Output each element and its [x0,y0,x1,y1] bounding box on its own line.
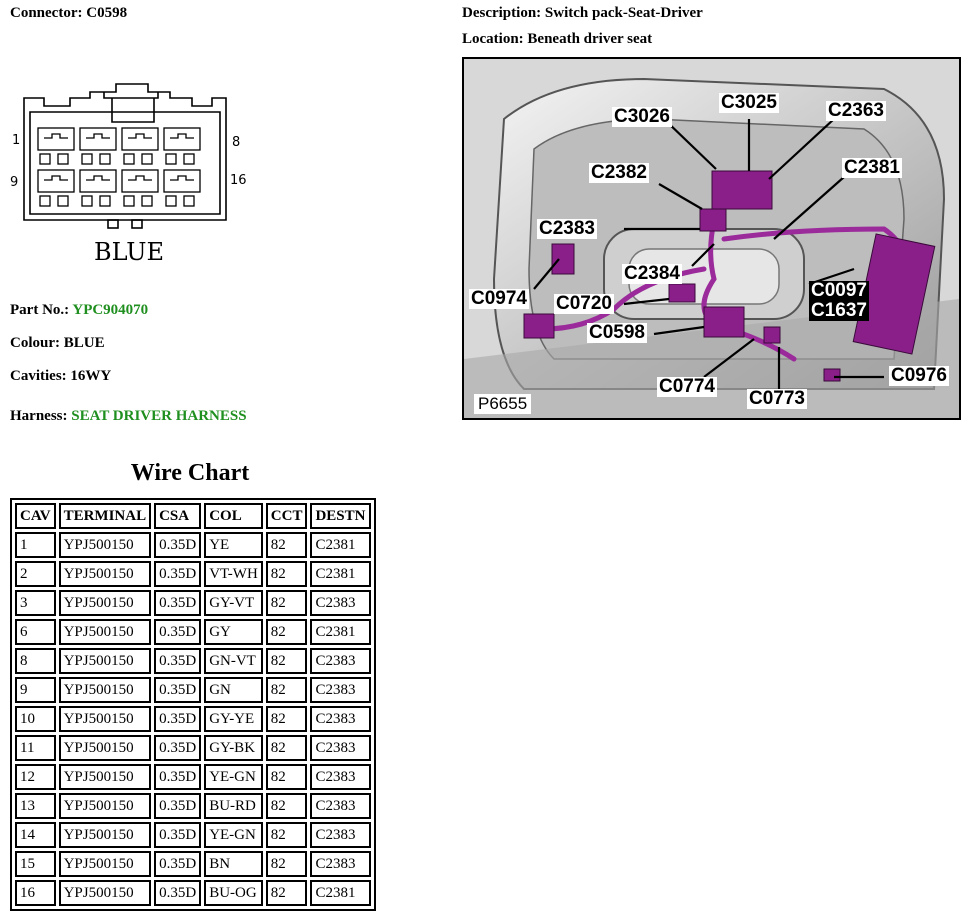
cell-cct: 82 [266,822,308,848]
table-row [15,822,371,848]
cell-cct: 82 [266,851,308,877]
table-row [15,764,371,790]
cell-terminal: YPJ500150 [59,706,152,732]
callout-c0598: C0598 [589,322,645,343]
connector-face-diagram [8,78,248,268]
table-row [15,677,371,703]
table-row [15,619,371,645]
cell-cct: 82 [266,880,308,906]
callout-c0773: C0773 [749,388,805,409]
cell-csa: 0.35D [154,735,201,761]
cell-terminal: YPJ500150 [59,648,152,674]
cell-cav: 14 [15,822,56,848]
cavities-value: 16WY [70,368,112,384]
cell-col: YE-GN [204,822,263,848]
diagram-colour-label: BLUE [93,238,165,266]
col-header-csa: CSA [154,503,201,529]
cell-col: GY-YE [204,706,263,732]
cell-csa: 0.35D [154,590,201,616]
cell-terminal: YPJ500150 [59,561,152,587]
photo-id-label: P6655 [474,394,531,414]
cell-csa: 0.35D [154,880,201,906]
cavities-line: Cavities: 16WY [10,368,112,384]
cell-cav: 10 [15,706,56,732]
harness-link[interactable]: SEAT DRIVER HARNESS [71,408,247,424]
cell-terminal: YPJ500150 [59,880,152,906]
cell-terminal: YPJ500150 [59,619,152,645]
cell-col: BN [204,851,263,877]
description-value: Switch pack-Seat-Driver [544,5,703,21]
wire-chart-table [10,498,376,911]
callout-c3025: C3025 [721,92,777,113]
cell-csa: 0.35D [154,822,201,848]
cell-col: YE [204,532,263,558]
cell-cav: 11 [15,735,56,761]
cell-col: YE-GN [204,764,263,790]
table-row [15,880,371,906]
colour-line: Colour: BLUE [10,335,105,351]
cell-destn: C2383 [310,735,370,761]
cell-csa: 0.35D [154,561,201,587]
cell-cav: 1 [15,532,56,558]
table-row [15,851,371,877]
table-row [15,793,371,819]
col-header-cct: CCT [266,503,308,529]
cell-cct: 82 [266,735,308,761]
connector-id: C0598 [86,5,128,21]
cell-csa: 0.35D [154,851,201,877]
cell-destn: C2383 [310,706,370,732]
cell-destn: C2381 [310,619,370,645]
cell-col: GY-VT [204,590,263,616]
callout-c2384: C2384 [624,263,680,284]
cell-cct: 82 [266,764,308,790]
callout-c0720: C0720 [556,293,612,314]
callout-c0774: C0774 [659,376,715,397]
cell-cct: 82 [266,677,308,703]
cavity-row-top [38,128,200,164]
wire-chart-header-row [15,503,371,529]
cell-cct: 82 [266,793,308,819]
cell-col: VT-WH [204,561,263,587]
cell-csa: 0.35D [154,619,201,645]
harness-line: Harness: SEAT DRIVER HARNESS [10,408,247,424]
part-no-link[interactable]: YPC904070 [72,302,149,318]
callout-c3026: C3026 [614,106,670,127]
cell-terminal: YPJ500150 [59,764,152,790]
cell-cav: 13 [15,793,56,819]
pin-label-16: 16 [230,173,247,188]
col-header-destn: DESTN [310,503,370,529]
cell-terminal: YPJ500150 [59,590,152,616]
pin-label-8: 8 [232,135,241,150]
cell-csa: 0.35D [154,677,201,703]
callout-c2383: C2383 [539,218,595,239]
part-no-line: Part No.: YPC904070 [10,302,149,318]
cell-col: GN [204,677,263,703]
cell-csa: 0.35D [154,706,201,732]
cell-cct: 82 [266,619,308,645]
cell-destn: C2383 [310,677,370,703]
location-line: Location: Beneath driver seat [462,31,653,47]
pin-label-1: 1 [12,133,21,148]
cell-col: GY [204,619,263,645]
cell-cav: 16 [15,880,56,906]
col-header-col: COL [204,503,263,529]
wire-chart-title: Wire Chart [130,460,250,486]
cell-cav: 8 [15,648,56,674]
cell-col: BU-RD [204,793,263,819]
cell-destn: C2383 [310,648,370,674]
cell-cct: 82 [266,561,308,587]
table-row [15,590,371,616]
cell-cct: 82 [266,648,308,674]
cell-terminal: YPJ500150 [59,851,152,877]
cell-destn: C2383 [310,822,370,848]
col-header-cav: CAV [15,503,56,529]
callout-c0974: C0974 [471,288,527,309]
callout-c2381: C2381 [844,157,900,178]
cell-terminal: YPJ500150 [59,735,152,761]
cell-terminal: YPJ500150 [59,677,152,703]
cell-cav: 9 [15,677,56,703]
pin-label-9: 9 [10,175,19,190]
location-photo [462,57,961,420]
cell-cav: 2 [15,561,56,587]
cell-col: BU-OG [204,880,263,906]
cell-csa: 0.35D [154,532,201,558]
callout-c0097: C0097 [811,280,867,301]
cell-col: GY-BK [204,735,263,761]
cavity-grid [38,128,200,206]
cell-terminal: YPJ500150 [59,532,152,558]
cell-cct: 82 [266,532,308,558]
table-row [15,532,371,558]
cell-destn: C2381 [310,880,370,906]
cell-terminal: YPJ500150 [59,793,152,819]
callout-c1637: C1637 [811,300,867,321]
cell-cav: 12 [15,764,56,790]
cell-cav: 6 [15,619,56,645]
table-row [15,648,371,674]
callout-c0976: C0976 [891,365,947,386]
callout-c2382: C2382 [591,162,647,183]
cell-cct: 82 [266,706,308,732]
cell-destn: C2383 [310,851,370,877]
cell-csa: 0.35D [154,648,201,674]
cell-destn: C2383 [310,764,370,790]
cell-csa: 0.35D [154,793,201,819]
cell-destn: C2381 [310,561,370,587]
colour-value: BLUE [63,335,105,351]
cell-cav: 15 [15,851,56,877]
cell-col: GN-VT [204,648,263,674]
table-row [15,561,371,587]
table-row [15,735,371,761]
cell-cct: 82 [266,590,308,616]
callout-c2363: C2363 [828,100,884,121]
cell-destn: C2383 [310,590,370,616]
wire-chart-body [15,532,371,906]
connector-line: Connector: C0598 [10,5,128,21]
location-value: Beneath driver seat [527,31,653,47]
cavity-row-bottom [38,170,200,206]
cell-cav: 3 [15,590,56,616]
description-line: Description: Switch pack-Seat-Driver [462,5,703,21]
col-header-terminal: TERMINAL [59,503,152,529]
table-row [15,706,371,732]
cell-terminal: YPJ500150 [59,822,152,848]
cell-destn: C2381 [310,532,370,558]
cell-csa: 0.35D [154,764,201,790]
cell-destn: C2383 [310,793,370,819]
